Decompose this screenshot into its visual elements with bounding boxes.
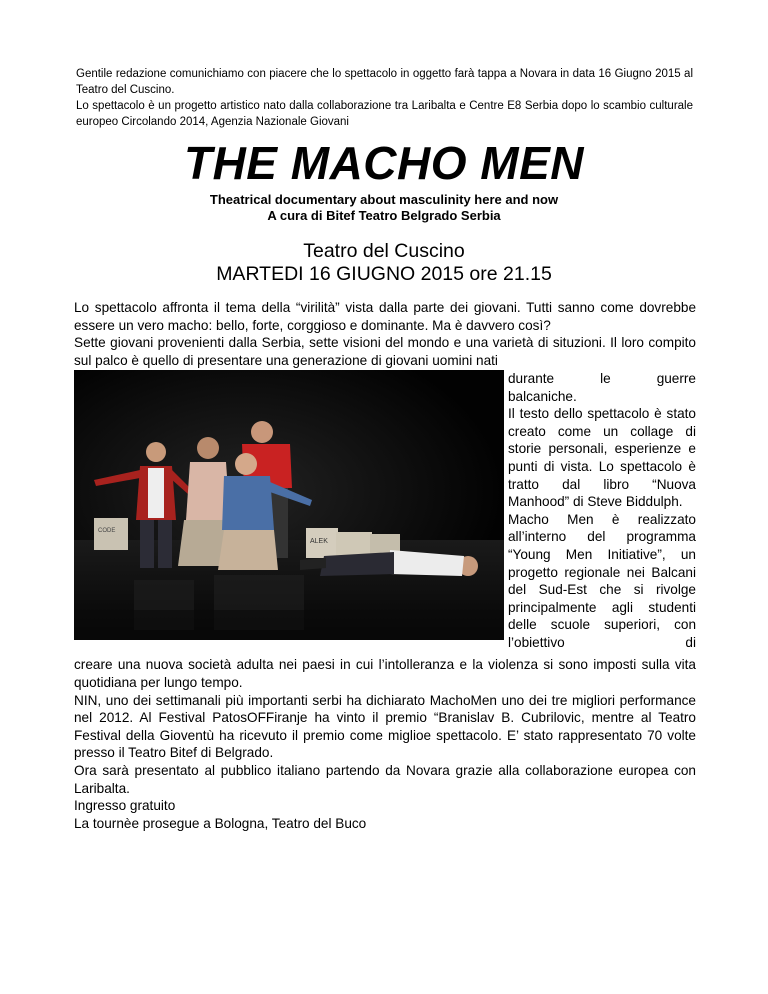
paragraph-1: Lo spettacolo affronta il tema della “virilità” vista dalla parte dei giovani. Tutti sanno come dovrebbe essere un vero macho: bello, forte, corggioso e dominante. Ma è davvero così?: [74, 300, 696, 333]
intro-line-1: Gentile redazione comunichiamo con piacere che lo spettacolo in oggetto farà tappa a Novara in data 16 Giugno 2015 al Teatro del Cuscino.: [76, 68, 693, 96]
side-text: [508, 370, 696, 652]
paragraph-3: creare una nuova società adulta nei paesi in cui l’intolleranza e la violenza si sono imposti sulla vita quotidiana per lungo tempo.: [74, 657, 696, 690]
box-label-2: CODE: [98, 528, 116, 534]
paragraph-2: Sette giovani provenienti dalla Serbia, sette visioni del mondo e una varietà di situzioni. Il loro compito sul palco è quello di presentare una generazione di giovani uomini nati: [74, 335, 696, 368]
paragraph-6: Ingresso gratuito: [74, 798, 176, 814]
subtitle-line-2: A cura di Bitef Teatro Belgrado Serbia: [267, 208, 501, 223]
side-paragraph-1: Il testo dello spettacolo è stato creato come un collage di storie personali, esperienze e punti di vista. Lo spettacolo è tratto dal libro “Nuova Manhood” di Steve Biddulph.: [508, 406, 696, 510]
venue-name: Teatro del Cuscino: [303, 240, 465, 262]
subtitle-block: [0, 192, 768, 224]
paragraph-4: NIN, uno dei settimanali più importanti serbi ha dichiarato MachoMen uno dei tre migliori performance nel 2012. Al Festival PatosOFFiranje ha vinto il premio “Branislav B. Cubrilovic, mentre al Teatro Festival della Gioventù ha ricevuto il premio come miglioe spettacolo. E’ stato rappresentato 70 volte presso il Teatro Bitef di Belgrado.: [74, 692, 696, 761]
stage-photo: [74, 370, 504, 640]
paragraph-7: La tournèe prosegue a Bologna, Teatro del Buco: [74, 815, 367, 831]
event-date: MARTEDI 16 GIUGNO 2015 ore 21.15: [216, 263, 552, 285]
show-title: THE MACHO MEN: [183, 137, 585, 189]
intro-line-2: Lo spettacolo è un progetto artistico nato dalla collaborazione tra Laribalta e Centre E8 Serbia dopo lo scambio culturale europeo Circolando 2014, Agenzia Nazionale Giovani: [76, 100, 693, 128]
stage-photo-image: [74, 370, 504, 640]
paragraph-5: Ora sarà presentato al pubblico italiano partendo da Novara grazie alla collaborazione europea con Laribalta.: [74, 762, 696, 796]
side-line-1: durante le guerre: [508, 371, 696, 386]
venue-block: [0, 240, 768, 286]
box-label-1: ALEK: [310, 538, 328, 545]
side-line-2: balcaniche.: [508, 388, 577, 404]
intro-text: [76, 66, 693, 130]
subtitle-line-1: Theatrical documentary about masculinity here and now: [209, 192, 559, 207]
side-paragraph-2: Macho Men è realizzato all’interno del programma “Young Men Initiative”, un progetto regionale nei Balcani del Sud-Est che si rivolge principalmente agli studenti delle scuole superiori, con l’obiettivo di: [508, 511, 696, 650]
